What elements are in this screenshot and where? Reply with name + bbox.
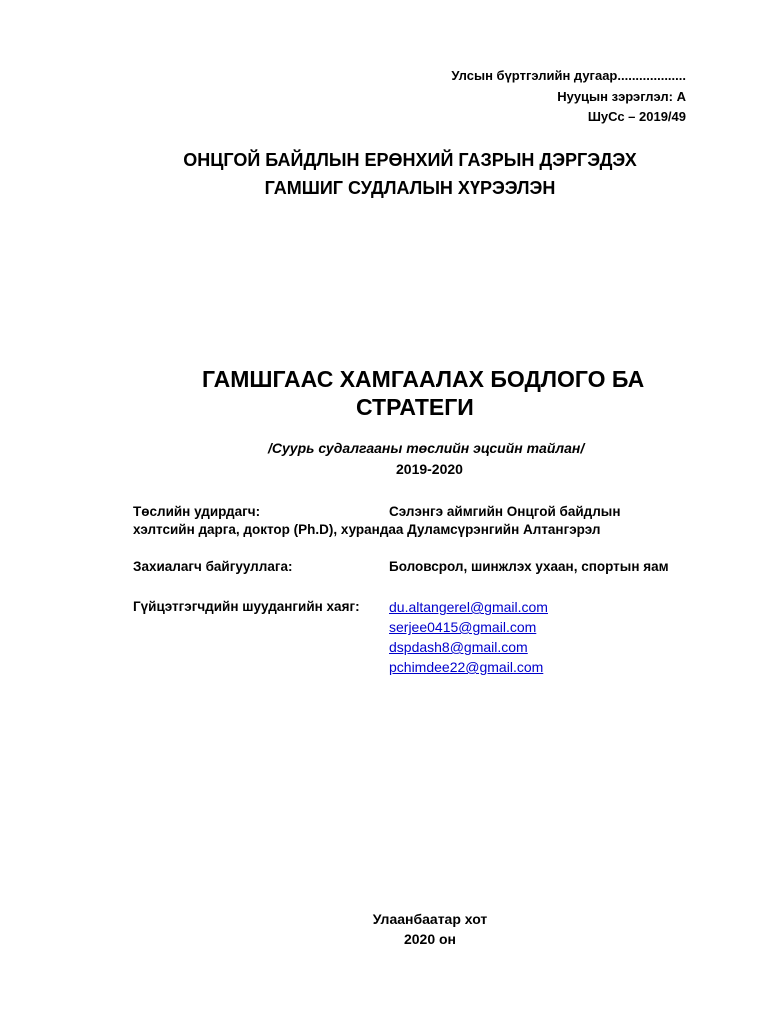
email-link[interactable]: pchimdee22@gmail.com — [389, 659, 544, 675]
report-type: /Суурь судалгааны төслийн эцсийн тайлан/ — [268, 440, 585, 456]
client-value: Боловсрол, шинжлэх ухаан, спортын яам — [389, 559, 669, 574]
email-link[interactable]: dspdash8@gmail.com — [389, 639, 528, 655]
project-leader-value-2: хэлтсийн дарга, доктор (Ph.D), хурандаа Дуламсүрэнгийн Алтангэрэл — [133, 522, 601, 537]
organization-line-2: ГАМШИГ СУДЛАЛЫН ХҮРЭЭЛЭН — [264, 178, 556, 198]
registration-number: Улсын бүртгэлийн дугаар................... — [451, 68, 686, 83]
document-title-line-2: СТРАТЕГИ — [356, 394, 474, 420]
email-link[interactable]: du.altangerel@gmail.com — [389, 599, 548, 615]
client-label: Захиалагч байгууллага: — [133, 559, 293, 574]
contacts-label: Гүйцэтгэгчдийн шуудангийн хаяг: — [133, 599, 360, 614]
organization-line-1: ОНЦГОЙ БАЙДЛЫН ЕРӨНХИЙ ГАЗРЫН ДЭРГЭДЭХ — [183, 150, 637, 170]
document-title-line-1: ГАМШГААС ХАМГААЛАХ БОДЛОГО БА — [202, 366, 645, 392]
report-years: 2019-2020 — [396, 461, 463, 477]
confidentiality-level: Нууцын зэрэглэл: А — [557, 89, 686, 104]
project-leader-label: Төслийн удирдагч: — [133, 504, 261, 519]
document-code: ШуСс – 2019/49 — [587, 109, 686, 124]
project-leader-value-1: Сэлэнгэ аймгийн Онцгой байдлын — [389, 504, 621, 519]
footer-city: Улаанбаатар хот — [372, 911, 488, 927]
footer-year: 2020 он — [403, 931, 457, 947]
email-link[interactable]: serjee0415@gmail.com — [389, 619, 537, 635]
